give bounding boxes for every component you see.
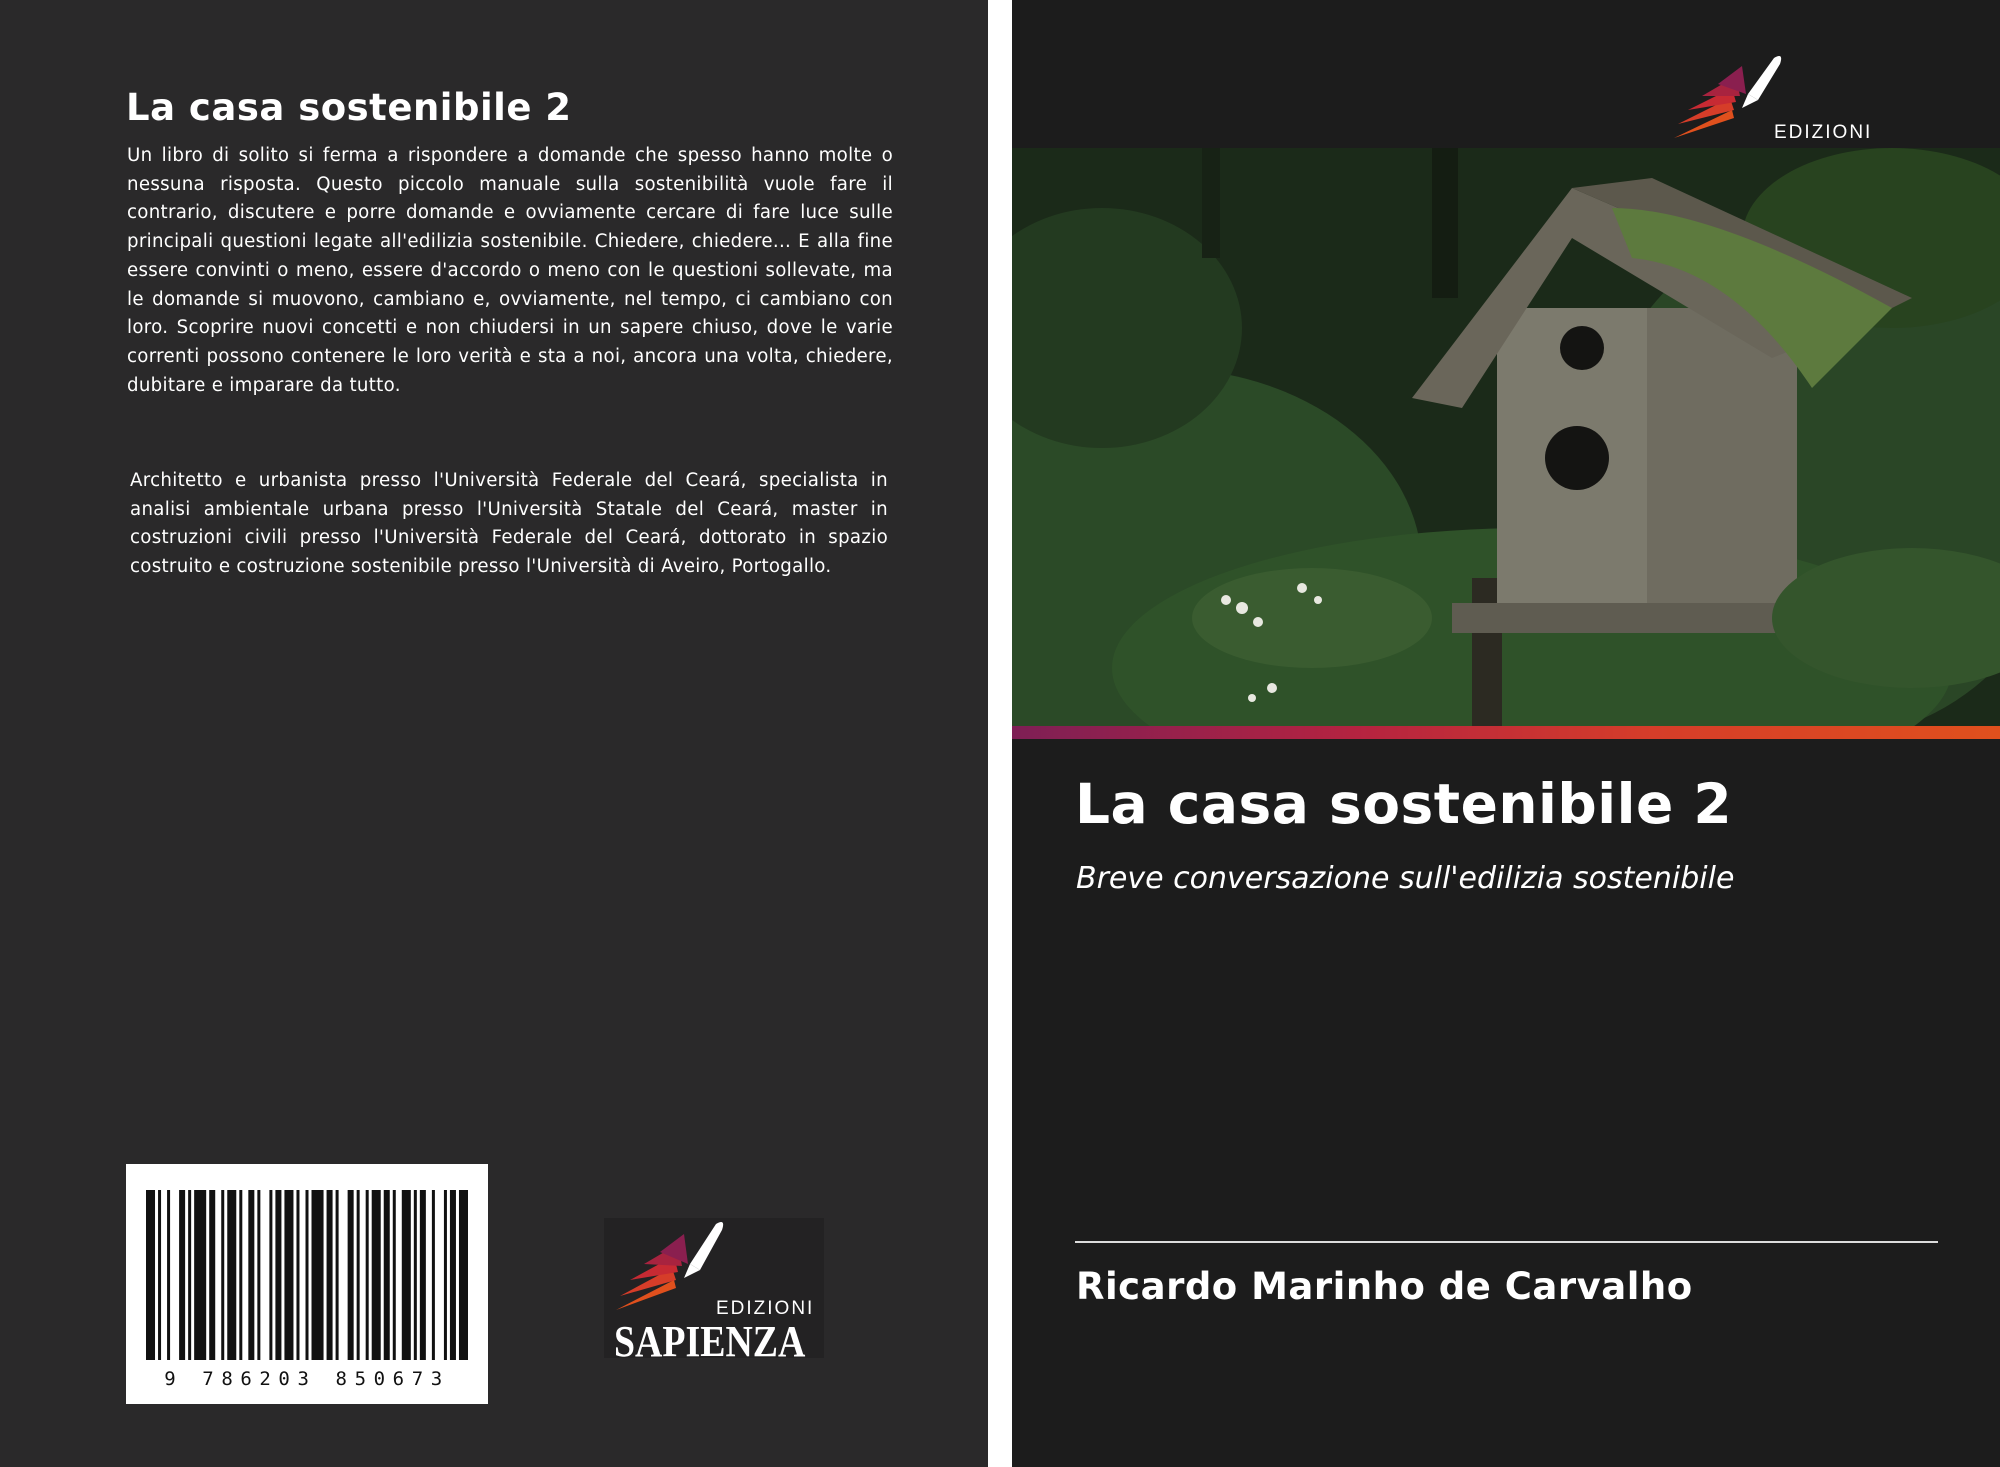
barcode-bar — [179, 1190, 185, 1360]
front-cover-author: Ricardo Marinho de Carvalho — [1076, 1265, 1693, 1308]
barcode-bar — [312, 1190, 324, 1360]
barcode-bar — [269, 1190, 272, 1360]
publisher-edizioni-text: EDIZIONI — [1774, 122, 1873, 143]
barcode-bar — [450, 1190, 456, 1360]
barcode-bar — [227, 1190, 236, 1360]
birdhouse-illustration — [1012, 148, 2000, 726]
barcode-bar — [188, 1190, 191, 1360]
barcode-bar — [444, 1190, 447, 1360]
barcode-bar — [420, 1190, 426, 1360]
barcode-bar — [275, 1190, 281, 1360]
barcode-bar — [432, 1190, 435, 1360]
barcode-bar — [366, 1190, 369, 1360]
barcode-bar — [167, 1190, 170, 1360]
color-stripe — [1012, 726, 2000, 739]
barcode-bar — [336, 1190, 339, 1360]
barcode-bar — [384, 1190, 390, 1360]
author-divider — [1075, 1241, 1938, 1243]
barcode-bar — [402, 1190, 411, 1360]
barcode-bar — [146, 1190, 155, 1360]
barcode-bar — [459, 1190, 468, 1360]
barcode-bars — [146, 1190, 468, 1380]
barcode-bar — [239, 1190, 242, 1360]
back-cover-blurb: Un libro di solito si ferma a rispondere a domande che spesso hanno molte o nessuna risposta. Questo piccolo manuale sulla sostenibilità vuole fare il contrario, discutere e porre domande e ovviamente cercare di fare luce sulle principali questioni legate all'edilizia sostenibile. Chiedere, chiedere... E alla fine essere convinti o meno, essere d'accordo o meno con le questioni sollevate, ma le domande si muovono, cambiano e, ovviamente, nel tempo, ci cambiano con loro. Scoprire nuovi concetti e non chiudersi in un sapere chiuso, dove le varie correnti possono contenere le loro verità e sta a noi, ancora una volta, chiedere, dubitare e imparare da tutto. — [127, 145, 893, 396]
back-cover-title: La casa sostenibile 2 — [126, 86, 572, 129]
barcode-bar — [414, 1190, 417, 1360]
barcode-bar — [357, 1190, 360, 1360]
publisher-edizioni-text: EDIZIONI — [716, 1298, 815, 1319]
spine-gap — [988, 0, 1012, 1467]
barcode-bar — [209, 1190, 215, 1360]
barcode-bar — [284, 1190, 293, 1360]
barcode-bar — [372, 1190, 381, 1360]
barcode-bar — [306, 1190, 309, 1360]
barcode-bar — [257, 1190, 260, 1360]
barcode-bar — [296, 1190, 299, 1360]
barcode-bar — [393, 1190, 396, 1360]
publisher-name-text: SAPIENZA — [614, 1317, 806, 1366]
barcode-bar — [194, 1190, 206, 1360]
barcode-bar — [158, 1190, 161, 1360]
front-cover-subtitle: Breve conversazione sull'edilizia sostenibile — [1076, 861, 1735, 896]
barcode-digits: 9 786203 850673 — [164, 1368, 450, 1390]
author-bio: Architetto e urbanista presso l'Università Federale del Ceará, specialista in analisi ambientale urbana presso l'Università Statale del Ceará, master in costruzioni civili presso l'Università Federale del Ceará, dottorato in spazio costruito e costruzione sostenibile presso l'Università di Aveiro, Portogallo. — [130, 470, 888, 578]
front-cover-title: La casa sostenibile 2 — [1075, 772, 1733, 836]
barcode-bar — [327, 1190, 333, 1360]
publisher-logo-back — [604, 1218, 824, 1366]
barcode-bar — [248, 1190, 254, 1360]
barcode-bar — [348, 1190, 354, 1360]
barcode-bar — [221, 1190, 224, 1360]
cover-photo-birdhouse — [1012, 148, 2000, 726]
isbn-barcode — [126, 1164, 488, 1404]
